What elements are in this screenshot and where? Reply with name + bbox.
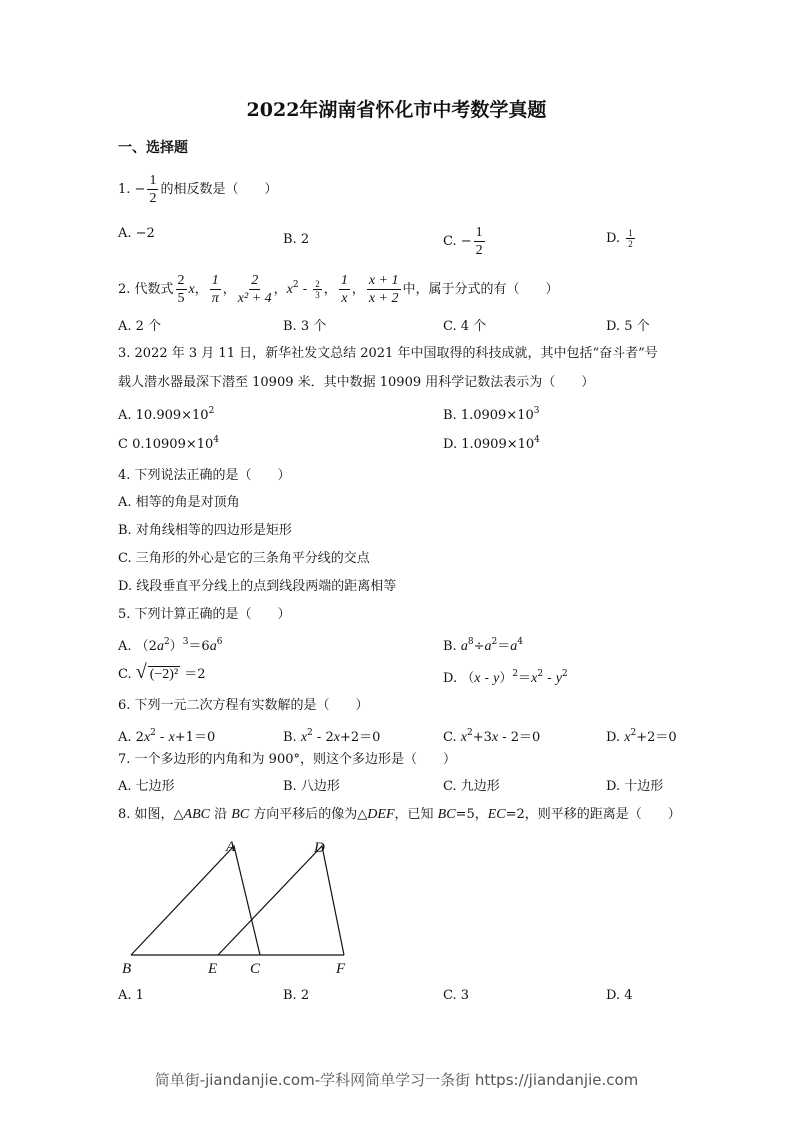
- text: A. 七边形: [118, 779, 175, 794]
- math-variable: x: [624, 730, 631, 745]
- superscript: 2: [163, 637, 170, 647]
- superscript: 2: [150, 728, 156, 738]
- math-variable: x: [143, 730, 151, 745]
- text: C. −: [443, 234, 472, 249]
- text: B.: [283, 730, 301, 745]
- footer-watermark: 简单街-jiandanjie.com-学科网简单学习一条街 https://jiandanjie.com: [154, 1071, 639, 1089]
- text: ，: [222, 282, 236, 297]
- numerator: 1: [628, 228, 633, 238]
- option-c: [443, 988, 469, 1004]
- text: D. 线段垂直平分线上的点到线段两端的距离相等: [118, 579, 397, 594]
- math-variable: x: [531, 671, 538, 686]
- text: ＝2: [180, 667, 206, 682]
- math-variable: x: [460, 730, 467, 745]
- superscript: 2: [208, 406, 215, 416]
- section-heading: 一、选择题: [118, 140, 188, 156]
- text: C 0.10909×10: [118, 437, 214, 452]
- text: B. 八边形: [283, 779, 340, 794]
- triangle-def: [218, 846, 344, 955]
- math-variable: y: [555, 671, 562, 686]
- text: D. 十边形: [606, 779, 664, 794]
- text: B. 3 个: [283, 319, 327, 334]
- superscript: 3: [182, 637, 189, 647]
- text: ，已知: [394, 807, 438, 822]
- text: +2＝0: [636, 730, 677, 745]
- math-variable: x: [491, 730, 499, 745]
- math-variable: a: [510, 639, 518, 654]
- text: =5，: [455, 807, 488, 822]
- denominator: π: [211, 291, 219, 306]
- superscript: 2: [466, 728, 473, 738]
- text: ＝: [497, 639, 511, 654]
- text: 2. 代数式: [118, 282, 174, 297]
- text: ，: [323, 282, 337, 297]
- math-variable: ABC: [183, 807, 210, 822]
- numerator: 2: [315, 279, 320, 289]
- text: ，: [194, 282, 208, 297]
- denominator: 2: [149, 191, 157, 206]
- text: ，: [351, 282, 365, 297]
- denominator: 3: [315, 290, 320, 300]
- superscript: 2: [561, 669, 568, 679]
- text: D. 1.0909×10: [443, 437, 535, 452]
- math-variable: a: [156, 639, 164, 654]
- text: -: [480, 671, 494, 686]
- superscript: 2: [307, 728, 313, 738]
- denominator: 2: [628, 239, 633, 249]
- text: 的相反数是（ ）: [160, 182, 278, 197]
- text: A. 2: [118, 730, 144, 745]
- text: 7. 一个多边形的内角和为 900°，则这个多边形是（ ）: [118, 752, 456, 767]
- superscript: 2: [537, 669, 544, 679]
- text: 5. 下列计算正确的是（ ）: [118, 607, 291, 622]
- text: ）: [499, 671, 513, 686]
- text: A. 2 个: [118, 319, 162, 334]
- text: C. 4 个: [443, 319, 487, 334]
- text: D.: [606, 730, 625, 745]
- text: B. 2: [283, 232, 310, 247]
- text: +2＝0: [339, 730, 381, 745]
- denominator: 2: [475, 243, 483, 258]
- text: -: [298, 282, 312, 297]
- superscript: 4: [517, 637, 523, 647]
- denominator: x + 2: [368, 291, 399, 306]
- text: D. （: [443, 671, 475, 686]
- option-a: [118, 988, 144, 1004]
- superscript: 3: [533, 406, 540, 416]
- text: ÷: [473, 639, 485, 654]
- text: A. 10.909×10: [118, 408, 209, 423]
- text: ＝6: [188, 639, 210, 654]
- text: C. 三角形的外心是它的三条角平分线的交点: [118, 551, 370, 566]
- label-e: E: [208, 961, 218, 977]
- superscript: 4: [534, 435, 540, 445]
- superscript: 4: [213, 435, 220, 445]
- numerator: 1: [475, 225, 483, 240]
- text: 3. 2022 年 3 月 11 日，新华社发文总结 2021 年中国取得的科技成就，其中包括“奋斗者”号: [118, 346, 658, 361]
- text: 方向平移后的像为△: [249, 807, 368, 822]
- text: 1.: [118, 182, 135, 197]
- numerator: 2: [251, 273, 259, 288]
- text: 沿: [210, 807, 232, 822]
- text: B. 1.0909×10: [443, 408, 534, 423]
- superscript: 2: [292, 280, 299, 290]
- numerator: 2: [177, 273, 185, 288]
- denominator: x: [341, 291, 348, 306]
- superscript: 2: [630, 728, 637, 738]
- label-c: C: [250, 961, 261, 977]
- text: B. 2: [283, 988, 310, 1003]
- text: - 2: [312, 730, 334, 745]
- text: D. 4: [606, 988, 633, 1003]
- text: B.: [443, 639, 461, 654]
- math-variable: BC: [437, 807, 456, 822]
- text: A. 1: [118, 988, 144, 1003]
- math-variable: a: [460, 639, 468, 654]
- text: ＝: [518, 671, 532, 686]
- text: C. 九边形: [443, 779, 500, 794]
- math-variable: x: [286, 282, 293, 297]
- label-f: F: [336, 961, 346, 977]
- math-variable: a: [209, 639, 217, 654]
- numerator: 1: [340, 273, 348, 288]
- math-variable: EC: [487, 807, 506, 822]
- option-d: [606, 988, 633, 1004]
- math-variable: x: [333, 730, 340, 745]
- denominator: x² + 4: [237, 291, 272, 306]
- text: +3: [472, 730, 492, 745]
- text: - 2＝0: [498, 730, 541, 745]
- text: A. −2: [118, 226, 155, 241]
- math-variable: x: [474, 671, 481, 686]
- text: A. （2: [118, 639, 157, 654]
- text: C.: [118, 667, 136, 682]
- numerator: 1: [211, 273, 219, 288]
- text: 中，属于分式的有（ ）: [402, 282, 559, 297]
- text: ，: [273, 282, 287, 297]
- numerator: x + 1: [368, 273, 399, 288]
- text: -: [155, 730, 169, 745]
- text: 6. 下列一元二次方程有实数解的是（ ）: [118, 698, 369, 713]
- label-b: B: [122, 961, 132, 977]
- text: D. 5 个: [606, 319, 650, 334]
- text: =2，则平移的距离是（ ）: [505, 807, 681, 822]
- label-d: D: [314, 840, 325, 856]
- option-b: [283, 988, 309, 1004]
- text: B. 对角线相等的四边形是矩形: [118, 523, 292, 538]
- label-a: A: [226, 839, 236, 855]
- page-title: 2022年湖南省怀化市中考数学真题: [246, 99, 547, 121]
- text: ）: [169, 639, 183, 654]
- math-variable: DEF: [367, 807, 395, 822]
- math-variable: x: [188, 282, 195, 297]
- math-variable: a: [484, 639, 492, 654]
- math-variable: y: [493, 671, 500, 686]
- text: D.: [606, 231, 625, 246]
- math-variable: x: [300, 730, 308, 745]
- text: +1＝0: [174, 730, 216, 745]
- superscript: 2: [512, 669, 519, 679]
- square-root: √ (−2)²: [148, 666, 180, 683]
- denominator: 5: [177, 291, 185, 306]
- superscript: 8: [467, 637, 474, 647]
- text: A. 相等的角是对顶角: [118, 495, 240, 510]
- math-variable: x: [168, 730, 175, 745]
- text: -: [543, 671, 556, 686]
- text: 载人潜水器最深下潜至 10909 米．其中数据 10909 用科学记数法表示为（ ）: [118, 375, 595, 390]
- numerator: 1: [149, 173, 157, 188]
- text: −: [134, 182, 146, 197]
- superscript: 2: [491, 637, 498, 647]
- text: 8. 如图，△: [118, 807, 184, 822]
- triangle-abc: [131, 846, 260, 955]
- text: 4. 下列说法正确的是（ ）: [118, 468, 291, 483]
- superscript: 6: [216, 637, 223, 647]
- math-variable: BC: [231, 807, 250, 822]
- text: C.: [443, 730, 461, 745]
- text: C. 3: [443, 988, 470, 1003]
